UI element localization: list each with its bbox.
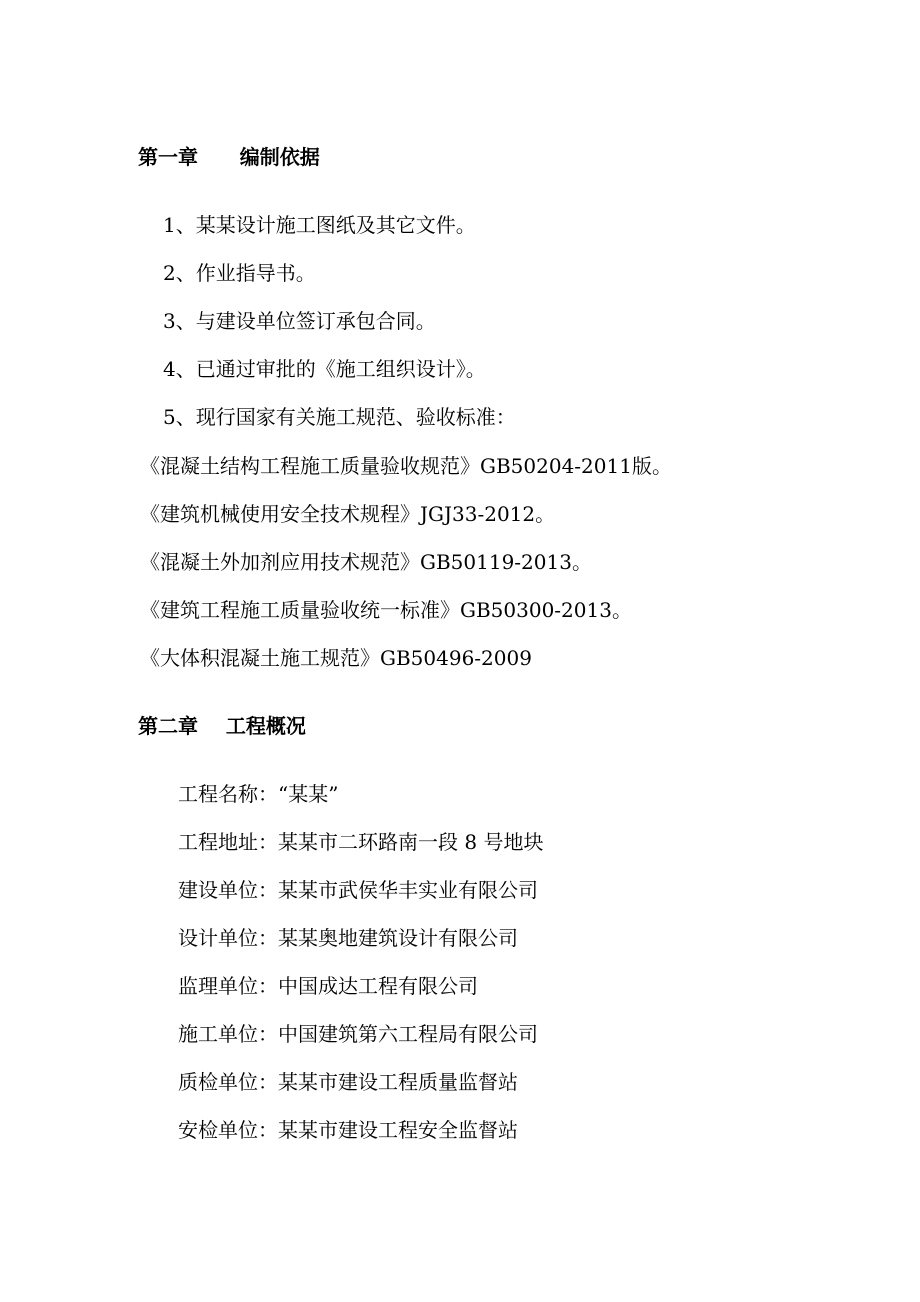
- standard-ref-2: 《建筑机械使用安全技术规程》JGJ33-2012。: [140, 502, 556, 526]
- basis-item-5: 5、现行国家有关施工规范、验收标准：: [163, 405, 516, 429]
- project-address: 工程地址：某某市二环路南一段 8 号地块: [178, 830, 544, 854]
- standard-ref-5: 《大体积混凝土施工规范》GB50496-2009: [140, 646, 532, 670]
- standard-ref-4: 《建筑工程施工质量验收统一标准》GB50300-2013。: [140, 598, 632, 622]
- safety-inspection-unit: 安检单位：某某市建设工程安全监督站: [178, 1118, 518, 1142]
- basis-item-1: 1、某某设计施工图纸及其它文件。: [163, 213, 476, 237]
- chapter-2-heading: 第二章 工程概况: [138, 714, 306, 738]
- project-name: 工程名称：“某某”: [178, 782, 339, 806]
- chapter-1-heading: 第一章 编制依据: [138, 145, 320, 169]
- supervision-unit: 监理单位：中国成达工程有限公司: [178, 974, 478, 998]
- contractor-unit: 施工单位：中国建筑第六工程局有限公司: [178, 1022, 538, 1046]
- design-unit: 设计单位：某某奥地建筑设计有限公司: [178, 926, 518, 950]
- quality-inspection-unit: 质检单位：某某市建设工程质量监督站: [178, 1070, 518, 1094]
- standard-ref-3: 《混凝土外加剂应用技术规范》GB50119-2013。: [140, 550, 592, 574]
- basis-item-3: 3、与建设单位签订承包合同。: [163, 309, 436, 333]
- standard-ref-1: 《混凝土结构工程施工质量验收规范》GB50204-2011版。: [140, 454, 672, 478]
- basis-item-4: 4、已通过审批的《施工组织设计》。: [163, 357, 486, 381]
- construction-unit: 建设单位：某某市武侯华丰实业有限公司: [178, 878, 538, 902]
- basis-item-2: 2、作业指导书。: [163, 261, 316, 285]
